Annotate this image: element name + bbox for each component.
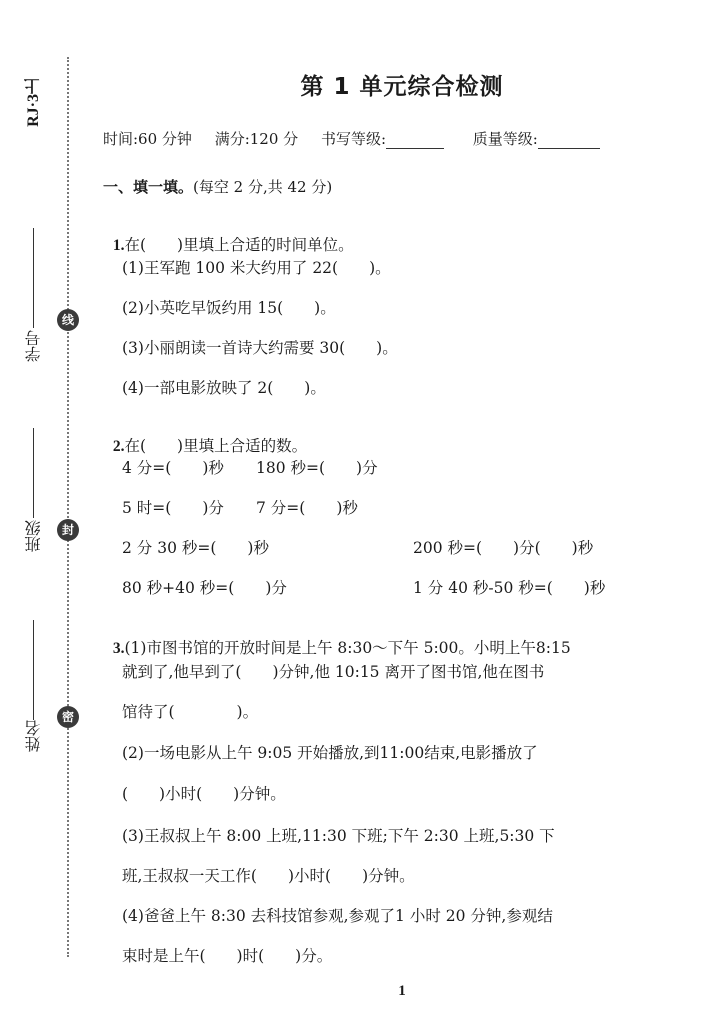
q2-row2-a[interactable]: 5 时=( )分: [122, 499, 224, 517]
q1-number: 1.: [112, 237, 125, 254]
section-title: 一、填一填。: [103, 178, 194, 196]
q3-line-1: 3.(1)市图书馆的开放时间是上午 8:30～下午 5:00。小明上午8:15: [112, 639, 571, 657]
exam-meta: [103, 128, 618, 149]
student-id-line: [33, 228, 34, 328]
q3-line-8[interactable]: (4)爸爸上午 8:30 去科技馆参观,参观了1 小时 20 分钟,参观结: [122, 907, 553, 925]
q3-line-2[interactable]: 就到了,他早到了( )分钟,他 10:15 离开了图书馆,他在图书: [122, 663, 545, 681]
q3-line-5[interactable]: ( )小时( )分钟。: [122, 785, 286, 803]
q2-number: 2.: [112, 438, 125, 455]
q2-row4-b[interactable]: 1 分 40 秒-50 秒=( )秒: [413, 579, 606, 597]
seal-feng-icon: 封: [57, 519, 79, 541]
q2-row2-b[interactable]: 7 分=( )秒: [256, 499, 358, 517]
full-score: 满分:120 分: [214, 130, 299, 148]
class-line: [33, 428, 34, 518]
seal-xian-icon: 线: [57, 309, 79, 331]
q2-row4-a[interactable]: 80 秒+40 秒=( )分: [122, 579, 287, 597]
q2-row1-a[interactable]: 4 分=( )秒: [122, 459, 224, 477]
binding-cut-line: [67, 57, 69, 957]
class-label: 班级: [24, 520, 43, 552]
section-note: (每空 2 分,共 42 分): [193, 178, 333, 196]
q2-row1-b[interactable]: 180 秒=( )分: [256, 459, 378, 477]
name-label: 姓名: [24, 720, 43, 752]
q3-line-3[interactable]: 馆待了( )。: [122, 703, 259, 721]
seal-mi-icon: 密: [57, 706, 79, 728]
q1-item-2[interactable]: (2)小英吃早饭约用 15( )。: [122, 299, 336, 317]
q1-item-4[interactable]: (4)一部电影放映了 2( )。: [122, 379, 326, 397]
q1-item-3[interactable]: (3)小丽朗读一首诗大约需要 30( )。: [122, 339, 398, 357]
writing-grade-label: 书写等级:: [320, 130, 386, 148]
student-id-label: 学号: [24, 330, 43, 362]
q1-item-1[interactable]: (1)王军跑 100 米大约用了 22( )。: [122, 259, 391, 277]
time-limit: 时间:60 分钟: [103, 130, 192, 148]
q2-row3-b[interactable]: 200 秒=( )分( )秒: [413, 539, 594, 557]
q3-line-7[interactable]: 班,王叔叔一天工作( )小时( )分钟。: [122, 867, 415, 885]
section-heading: [103, 176, 332, 197]
writing-grade-input[interactable]: [386, 134, 444, 149]
quality-grade-label: 质量等级:: [472, 130, 538, 148]
page-title: 第 1 单元综合检测: [300, 74, 504, 100]
q3-line-4[interactable]: (2)一场电影从上午 9:05 开始播放,到11:00结束,电影播放了: [122, 744, 538, 762]
name-line: [33, 620, 34, 720]
q3-number: 3.: [112, 640, 125, 657]
q2-row3-a[interactable]: 2 分 30 秒=( )秒: [122, 539, 269, 557]
quality-grade-input[interactable]: [538, 134, 600, 149]
q2-prompt: 2.在( )里填上合适的数。: [112, 437, 308, 455]
page-number: 1: [398, 983, 406, 999]
q3-line-9[interactable]: 束时是上午( )时( )分。: [122, 947, 333, 965]
q1-prompt: 1.在( )里填上合适的时间单位。: [112, 236, 354, 254]
q3-line-6[interactable]: (3)王叔叔上午 8:00 上班,11:30 下班;下午 2:30 上班,5:30 下: [122, 827, 555, 845]
edition-label: RJ·3上: [25, 78, 42, 127]
